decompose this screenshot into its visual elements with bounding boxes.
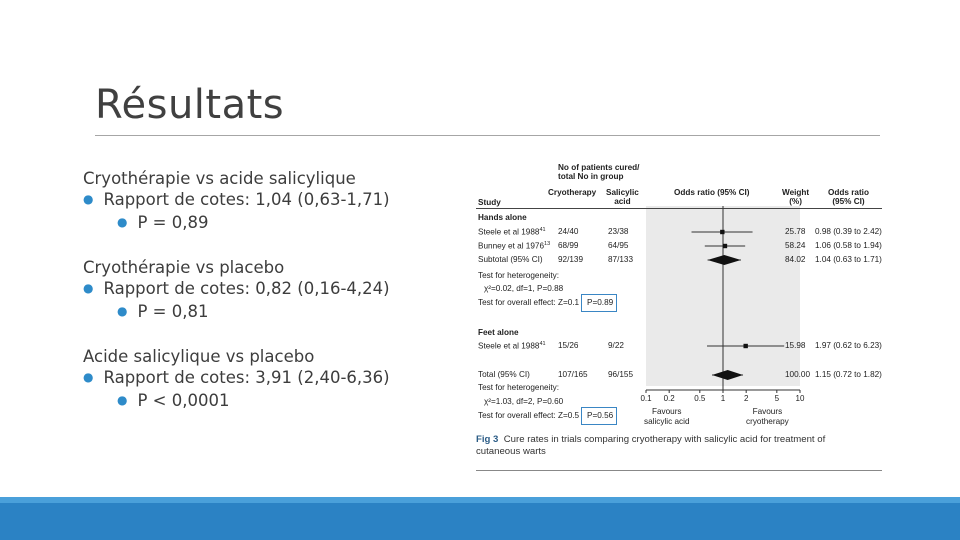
odds-ratio-value: 0.98 (0.39 to 2.42) <box>815 227 882 236</box>
col-cryotherapy: Cryotherapy <box>548 188 597 197</box>
result-heading: Cryothérapie vs placebo <box>83 258 285 277</box>
weight-value: 58.24 <box>785 241 806 250</box>
x-tick-label: 10 <box>795 394 805 403</box>
sal-count: 9/22 <box>608 341 624 350</box>
caption-rule <box>476 470 882 471</box>
forest-plot-figure <box>476 160 886 475</box>
caption-label: Fig 3 <box>476 434 499 445</box>
col-study: Study <box>478 198 501 207</box>
x-tick-label: 0.5 <box>694 394 706 403</box>
study-label: Bunney et al 1976 <box>478 241 545 251</box>
sal-count: 87/133 <box>608 255 634 264</box>
x-tick-label: 0.2 <box>663 394 675 403</box>
bullet-icon: ● <box>83 281 94 295</box>
col-salicylic: Salicylic acid <box>606 188 639 206</box>
cryo-count: 68/99 <box>558 241 579 250</box>
overall-p-1: P=0.89 <box>587 298 614 307</box>
weight-value: 15.98 <box>785 341 806 350</box>
pooled-diamond <box>708 255 741 265</box>
header-cured: No of patients cured/ total No in group <box>558 163 640 181</box>
overall-p-2: P=0.56 <box>587 411 614 420</box>
col-odds-ratio: Odds ratio (95% CI) <box>674 188 750 197</box>
het-value-2: χ²=1.03, df=2, P=0.60 <box>484 397 564 406</box>
footer-bar <box>0 497 960 540</box>
study-ref: 13 <box>544 241 551 247</box>
caption-text: Cure rates in trials comparing cryotherapy with salicylic acid for treatment of cutaneous warts <box>476 434 826 457</box>
slide-title: Résultats <box>95 82 285 128</box>
bullet-icon: ● <box>83 370 94 384</box>
result-block <box>83 346 390 413</box>
result-p-value: P = 0,81 <box>137 302 209 321</box>
x-tick-label: 0.1 <box>640 394 652 403</box>
col-odds-ratio-ci: Odds ratio (95% CI) <box>828 188 869 206</box>
col-weight: Weight (%) <box>782 188 810 206</box>
total-study: Total (95% CI) <box>478 370 530 379</box>
x-tick-label: 1 <box>720 394 726 403</box>
title-rule <box>95 135 880 136</box>
cryo-count: 92/139 <box>558 255 584 264</box>
bullet-icon: ● <box>117 393 128 407</box>
section-hands: Hands alone <box>478 213 527 222</box>
study-label: Steele et al 1988 <box>478 227 540 237</box>
study-label: Steele et al 1988 <box>478 341 540 351</box>
point-estimate <box>743 344 747 348</box>
total-sal: 96/155 <box>608 370 634 379</box>
result-odds-ratio: Rapport de cotes: 1,04 (0,63-1,71) <box>103 190 390 209</box>
bullet-icon: ● <box>117 215 128 229</box>
x-tick-label: 5 <box>774 394 780 403</box>
het-value-1: χ²=0.02, df=1, P=0.88 <box>484 284 564 293</box>
favours-salicylic: Favours salicylic acid <box>644 407 690 426</box>
result-p-value: P < 0,0001 <box>137 391 230 410</box>
study-ref: 41 <box>539 227 546 233</box>
overall-effect-1: Test for overall effect: Z=0.1 <box>478 298 580 307</box>
cryo-count: 15/26 <box>558 341 579 350</box>
result-heading: Acide salicylique vs placebo <box>83 347 315 366</box>
pooled-diamond <box>712 370 743 380</box>
point-estimate <box>720 230 724 234</box>
x-tick-label: 2 <box>743 394 749 403</box>
point-estimate <box>723 244 727 248</box>
result-block <box>83 168 390 235</box>
total-cryo: 107/165 <box>558 370 588 379</box>
overall-effect-2: Test for overall effect: Z=0.5 <box>478 411 580 420</box>
weight-value: 25.78 <box>785 227 806 236</box>
total-or: 1.15 (0.72 to 1.82) <box>815 370 882 379</box>
bullet-icon: ● <box>83 192 94 206</box>
favours-cryotherapy: Favours cryotherapy <box>746 407 789 426</box>
result-heading: Cryothérapie vs acide salicylique <box>83 169 356 188</box>
result-block <box>83 257 390 324</box>
result-p-value: P = 0,89 <box>137 213 209 232</box>
figure-caption <box>476 434 856 458</box>
cryo-count: 24/40 <box>558 227 579 236</box>
sal-count: 64/95 <box>608 241 629 250</box>
study-name: Subtotal (95% CI) <box>478 255 543 264</box>
het-label-1: Test for heterogeneity: <box>478 271 560 280</box>
result-odds-ratio: Rapport de cotes: 3,91 (2,40-6,36) <box>103 368 390 387</box>
odds-ratio-value: 1.04 (0.63 to 1.71) <box>815 255 882 264</box>
results-text <box>83 168 390 435</box>
result-odds-ratio: Rapport de cotes: 0,82 (0,16-4,24) <box>103 279 390 298</box>
sal-count: 23/38 <box>608 227 629 236</box>
het-label-2: Test for heterogeneity: <box>478 383 560 392</box>
odds-ratio-value: 1.06 (0.58 to 1.94) <box>815 241 882 250</box>
forest-plot <box>476 160 886 430</box>
weight-value: 84.02 <box>785 255 806 264</box>
study-ref: 41 <box>539 341 546 347</box>
odds-ratio-value: 1.97 (0.62 to 6.23) <box>815 341 882 350</box>
total-weight: 100.00 <box>785 370 811 379</box>
section-feet: Feet alone <box>478 328 519 337</box>
bullet-icon: ● <box>117 304 128 318</box>
